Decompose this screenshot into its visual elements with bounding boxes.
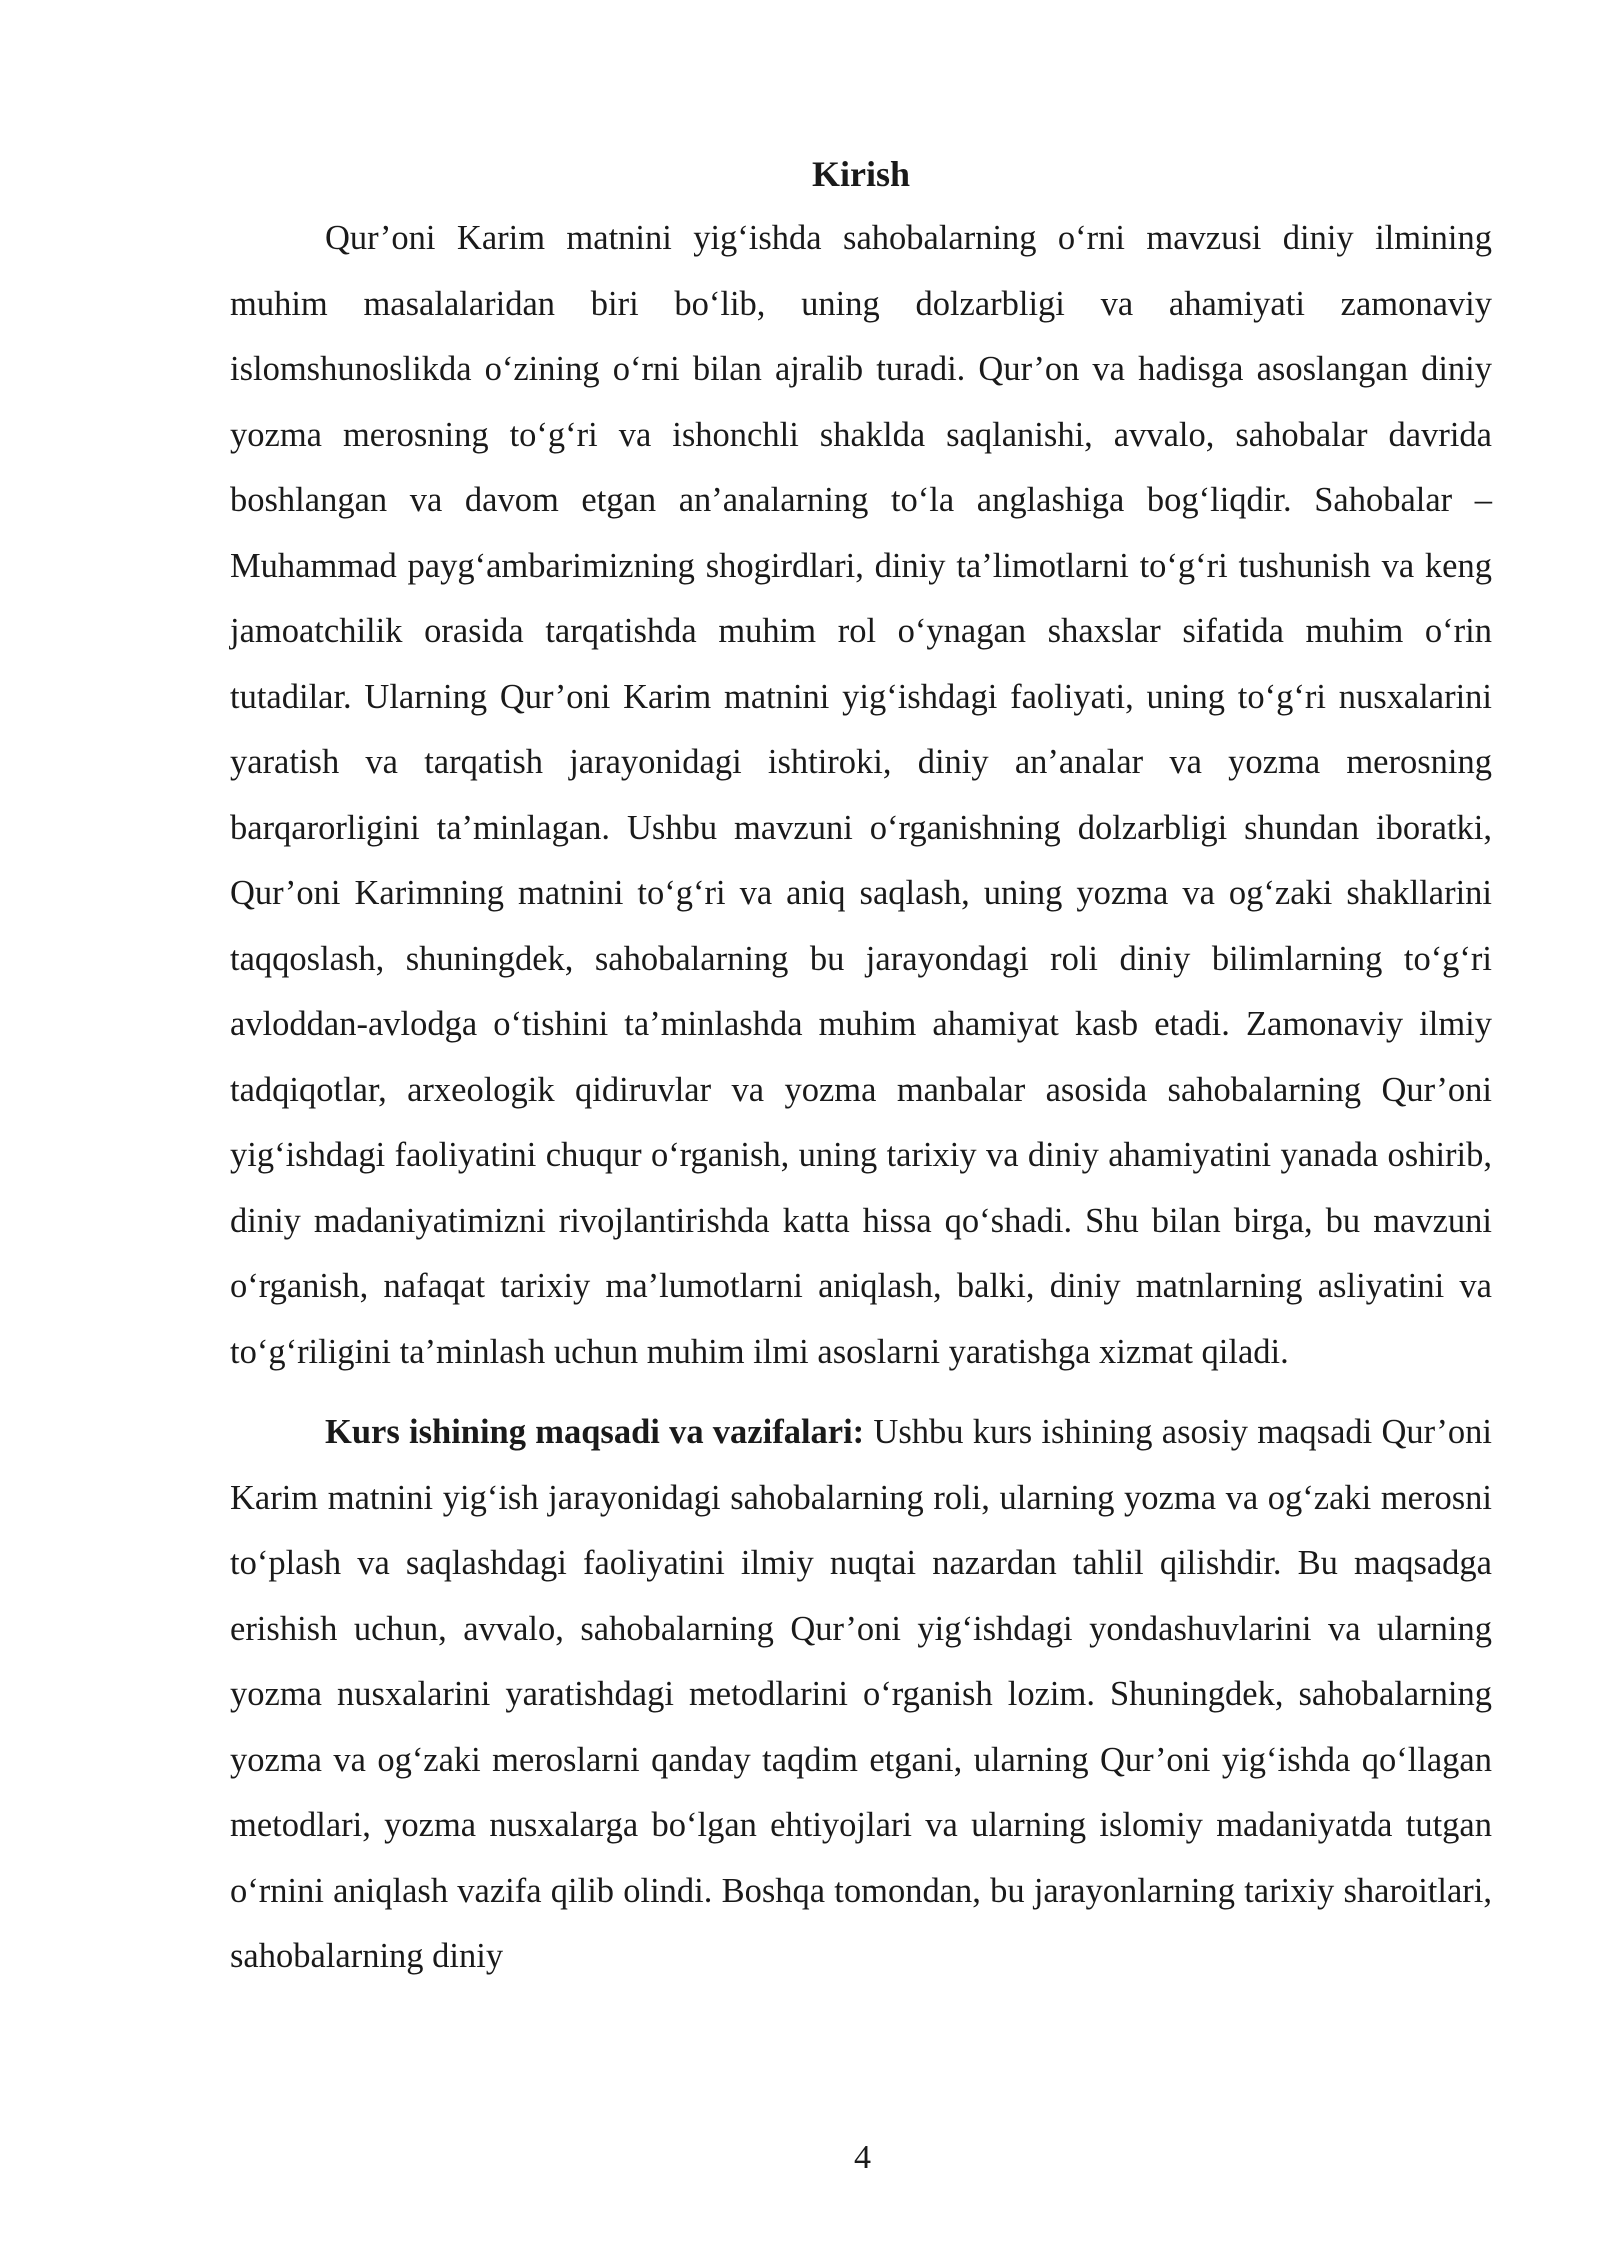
paragraph-introduction (230, 206, 1492, 1385)
page-content (230, 150, 1492, 1990)
section-heading: Kirish (811, 154, 910, 194)
paragraph-lead: Kurs ishining maqsadi va vazifalari: (325, 1413, 865, 1451)
page-number: 4 (854, 2139, 871, 2176)
paragraph-text: Qur’oni Karim matnini yig‘ishda sahobalarning o‘rni mavzusi diniy ilmining muhim masalalaridan biri bo‘lib, uning dolzarbligi va ahamiyati zamonaviy islomshunoslikda o‘zining o‘rni bilan ajralib turadi. Qur’on va hadisga asoslangan diniy yozma merosning to‘g‘ri va ishonchli shaklda saqlanishi, avvalo, sahobalar davrida boshlangan va davom etgan an’analarning to‘la anglashiga bog‘liqdir. Sahobalar – Muhammad payg‘ambarimizning shogirdlari, diniy ta’limotlarni to‘g‘ri tushunish va keng jamoatchilik orasida tarqatishda muhim rol o‘ynagan shaxslar sifatida muhim o‘rin tutadilar. Ularning Qur’oni Karim matnini yig‘ishdagi faoliyati, uning to‘g‘ri nusxalarini yaratish va tarqatish jarayonidagi ishtiroki, diniy an’analar va yozma merosning barqarorligini ta’minlagan. Ushbu mavzuni o‘rganishning dolzarbligi shundan iboratki, Qur’oni Karimning matnini to‘g‘ri va aniq saqlash, uning yozma va og‘zaki shakllarini taqqoslash, shuningdek, sahobalarning bu jarayondagi roli diniy bilimlarning to‘g‘ri avloddan-avlodga o‘tishini ta’minlashda muhim ahamiyat kasb etadi. Zamonaviy ilmiy tadqiqotlar, arxeologik qidiruvlar va yozma manbalar asosida sahobalarning Qur’oni yig‘ishdagi faoliyatini chuqur o‘rganish, uning tarixiy va diniy ahamiyatini yanada oshirib, diniy madaniyatimizni rivojlantirishda katta hissa qo‘shadi. Shu bilan birga, bu mavzuni o‘rganish, nafaqat tarixiy ma’lumotlarni aniqlash, balki, diniy matnlarning asliyatini va to‘g‘riligini ta’minlash uchun muhim ilmi asoslarni yaratishga xizmat qiladi. (230, 219, 1492, 1371)
paragraph-text: Ushbu kurs ishining asosiy maqsadi Qur’oni Karim matnini yig‘ish jarayonidagi sahobalarning roli, ularning yozma va og‘zaki merosni to‘plash va saqlashdagi faoliyatini ilmiy nuqtai nazardan tahlil qilishdir. Bu maqsadga erishish uchun, avvalo, sahobalarning Qur’oni yig‘ishdagi yondashuvlarini va ularning yozma nusxalarini yaratishdagi metodlarini o‘rganish lozim. Shuningdek, sahobalarning yozma va og‘zaki meroslarni qanday taqdim etgani, ularning Qur’oni yig‘ishda qo‘llagan metodlari, yozma nusxalarga bo‘lgan ehtiyojlari va ularning islomiy madaniyatda tutgan o‘rnini aniqlash vazifa qilib olindi. Boshqa tomondan, bu jarayonlarning tarixiy sharoitlari, sahobalarning diniy (230, 1413, 1492, 1975)
paragraph-goals (230, 1400, 1492, 1990)
